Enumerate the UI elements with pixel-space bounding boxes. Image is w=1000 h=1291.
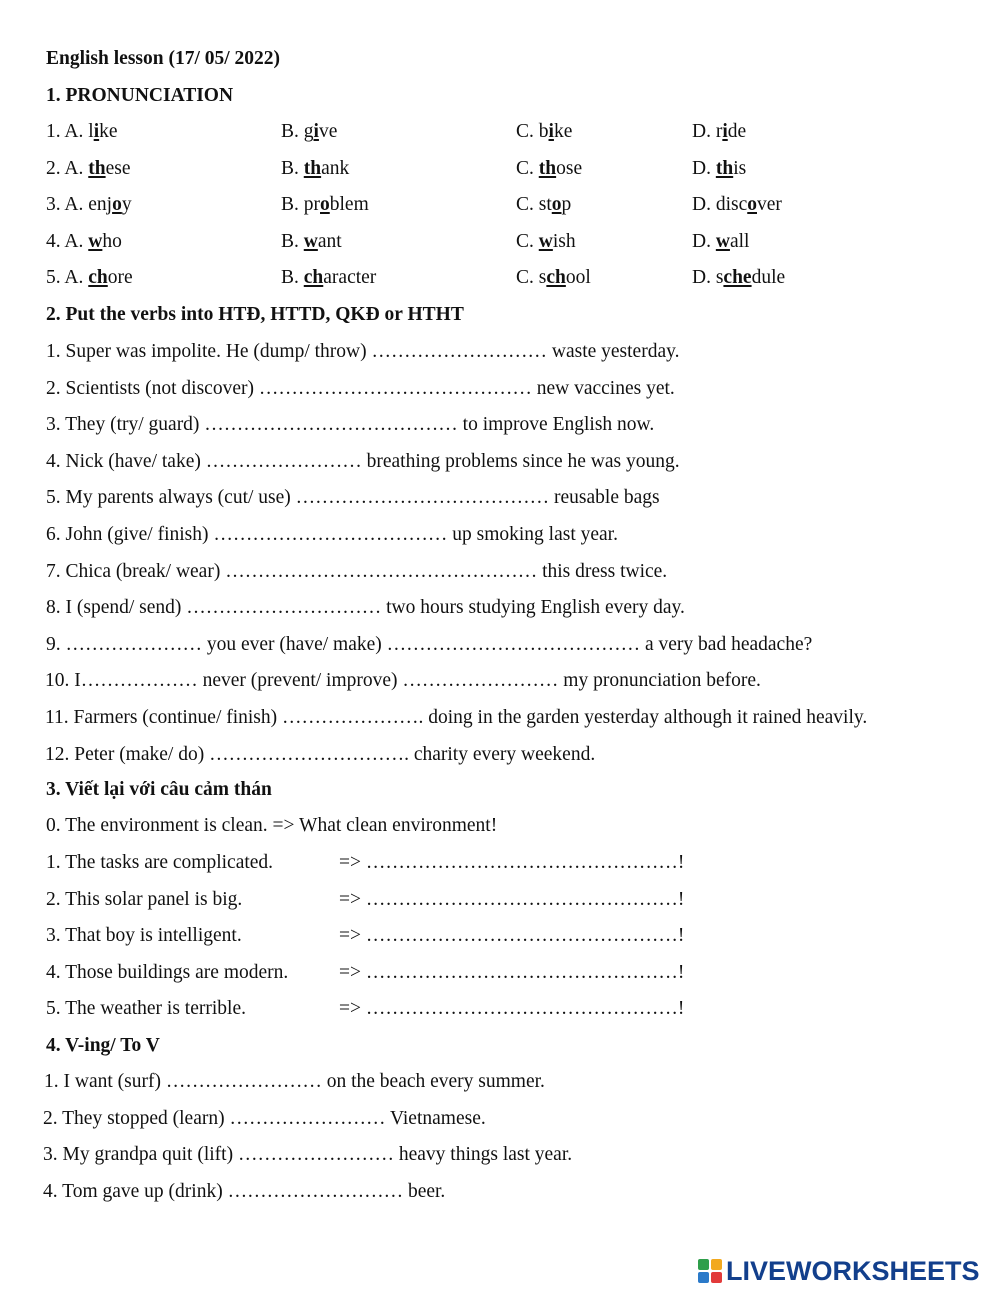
pronunciation-option[interactable] [281,157,349,181]
pronunciation-option[interactable] [46,266,133,290]
underlined-sound: th [538,157,557,179]
option-text: C. st [516,194,552,216]
option-text: 3. A. enj [46,194,113,216]
option-text: ve [318,121,338,142]
pronunciation-option[interactable] [46,193,132,217]
pronunciation-option[interactable] [281,230,342,254]
pronunciation-option[interactable] [281,266,376,290]
option-text: blem [329,194,369,216]
verb-exercise-item[interactable]: 5. My parents always (cut/ use) ………………………………… reusable bags [46,487,660,509]
underlined-sound: w [303,230,318,252]
option-text: ank [321,157,350,179]
verb-exercise-item[interactable]: 8. I (spend/ send) ………………………… two hours studying English every day. [46,597,685,619]
underlined-sound: th [303,157,322,179]
lesson-title: English lesson (17/ 05/ 2022) [46,48,281,69]
pronunciation-option[interactable] [516,120,572,144]
option-text: D. [692,230,716,252]
underlined-sound: o [747,194,757,216]
exclamation-answer-blank[interactable]: => …………………………………………! [339,998,685,1020]
verb-exercise-item[interactable]: 4. Nick (have/ take) …………………… breathing problems since he was young. [46,450,680,472]
underlined-sound: o [320,194,330,216]
verb-exercise-item[interactable]: 1. Super was impolite. He (dump/ throw) ……………………… waste yesterday. [46,341,680,362]
liveworksheets-logo[interactable] [697,1254,980,1288]
verb-exercise-item[interactable]: 11. Farmers (continue/ finish) …………………. doing in the garden yesterday although it rained heavily. [45,707,868,728]
pronunciation-option[interactable] [692,120,746,144]
exclamation-answer-blank[interactable]: => …………………………………………! [339,888,685,910]
underlined-sound: i [722,121,728,142]
option-text: 1. A. l [46,121,94,142]
pronunciation-option[interactable] [692,193,782,217]
option-text: all [729,230,750,252]
liveworksheets-wordmark: LIVEWORKSHEETS [726,1255,980,1286]
option-text: ose [556,157,583,179]
pronunciation-option[interactable] [46,230,122,254]
option-text: C. [516,157,539,179]
section-heading-verbs: 2. Put the verbs into HTĐ, HTTD, QKĐ or HTHT [46,304,464,325]
option-text: is [733,157,747,179]
verb-exercise-item[interactable]: 12. Peter (make/ do) …………………………. charity every weekend. [45,743,596,765]
ving-exercise-item[interactable]: 2. They stopped (learn) …………………… Vietnamese. [43,1107,486,1129]
option-text: de [727,121,747,142]
option-text: B. [281,267,304,289]
section-heading-ving: 4. V-ing/ To V [46,1035,160,1056]
pronunciation-option[interactable] [516,157,582,181]
section-heading-pronunciation: 1. PRONUNCIATION [46,85,234,106]
liveworksheets-mark-icon [697,1258,723,1284]
option-text: D. disc [692,194,748,216]
verb-exercise-item[interactable]: 7. Chica (break/ wear) ………………………………………… this dress twice. [46,560,668,582]
option-text: ver [757,194,782,216]
option-text: C. b [516,121,549,142]
exclamation-sentence: 3. That boy is intelligent. [46,925,242,947]
option-text: ool [565,267,591,289]
underlined-sound: ch [546,267,566,289]
exclamation-sentence: 2. This solar panel is big. [46,888,243,910]
option-text: p [561,194,572,216]
option-text: ish [552,230,576,252]
exclamation-example: 0. The environment is clean. => What clean environment! [46,815,498,836]
underlined-sound: ch [303,267,324,289]
underlined-sound: w [715,230,730,252]
option-text: ore [107,267,133,289]
option-text: 5. A. [46,267,89,289]
pronunciation-option[interactable] [692,266,785,290]
underlined-sound: o [112,194,122,216]
verb-exercise-item[interactable]: 3. They (try/ guard) ………………………………… to improve English now. [46,414,655,436]
exclamation-sentence: 5. The weather is terrible. [46,998,246,1020]
option-text: B. [281,157,304,179]
option-text: D. [692,157,716,179]
option-text: ho [102,230,122,252]
pronunciation-option[interactable] [281,193,369,217]
option-text: 2. A. [46,157,89,179]
exclamation-sentence: 4. Those buildings are modern. [46,961,289,983]
option-text: ese [105,157,131,179]
option-text: D. s [692,267,724,289]
underlined-sound: i [548,121,554,142]
verb-exercise-item[interactable]: 2. Scientists (not discover) …………………………………… new vaccines yet. [46,377,675,399]
underlined-sound: i [313,121,319,142]
exclamation-sentence: 1. The tasks are complicated. [46,852,274,873]
pronunciation-option[interactable] [516,193,571,217]
option-text: D. r [692,121,723,142]
verb-exercise-item[interactable]: 9. ………………… you ever (have/ make) ………………………………… a very bad headache? [46,633,813,655]
pronunciation-option[interactable] [46,157,131,181]
underlined-sound: ch [88,267,108,289]
section-heading-exclamation: 3. Viết lại với câu cảm thán [46,779,272,800]
exclamation-answer-blank[interactable]: => …………………………………………! [339,925,685,947]
option-text: 4. A. [46,230,89,252]
option-text: dule [751,267,786,289]
pronunciation-option[interactable] [281,120,337,144]
ving-exercise-item[interactable]: 1. I want (surf) …………………… on the beach every summer. [44,1071,545,1092]
verb-exercise-item[interactable]: 10. I……………… never (prevent/ improve) …………………… my pronunciation before. [45,670,761,692]
option-text: C. [516,230,539,252]
exclamation-answer-blank[interactable]: => …………………………………………! [339,852,685,873]
option-text: ant [317,230,342,252]
option-text: B. pr [281,194,320,216]
option-text: B. g [281,121,314,142]
option-text: ke [553,121,573,142]
pronunciation-option[interactable] [516,266,591,290]
pronunciation-option[interactable] [692,230,749,254]
underlined-sound: w [538,230,553,252]
underlined-sound: th [88,157,106,179]
underlined-sound: w [88,230,103,252]
exclamation-answer-blank[interactable]: => …………………………………………! [339,961,685,983]
ving-exercise-item[interactable]: 4. Tom gave up (drink) ……………………… beer. [43,1180,446,1202]
pronunciation-option[interactable] [46,120,118,144]
pronunciation-option[interactable] [692,157,746,181]
option-text: aracter [323,267,377,289]
underlined-sound: o [551,194,562,216]
option-text: B. [281,230,304,252]
verb-exercise-item[interactable]: 6. John (give/ finish) ……………………………… up smoking last year. [46,524,618,545]
underlined-sound: th [715,157,734,179]
option-text: C. s [516,267,547,289]
underlined-sound: i [93,121,100,142]
option-text: y [121,194,132,216]
option-text: ke [99,121,118,142]
ving-exercise-item[interactable]: 3. My grandpa quit (lift) …………………… heavy things last year. [43,1144,573,1166]
underlined-sound: che [723,267,752,289]
pronunciation-option[interactable] [516,230,576,254]
